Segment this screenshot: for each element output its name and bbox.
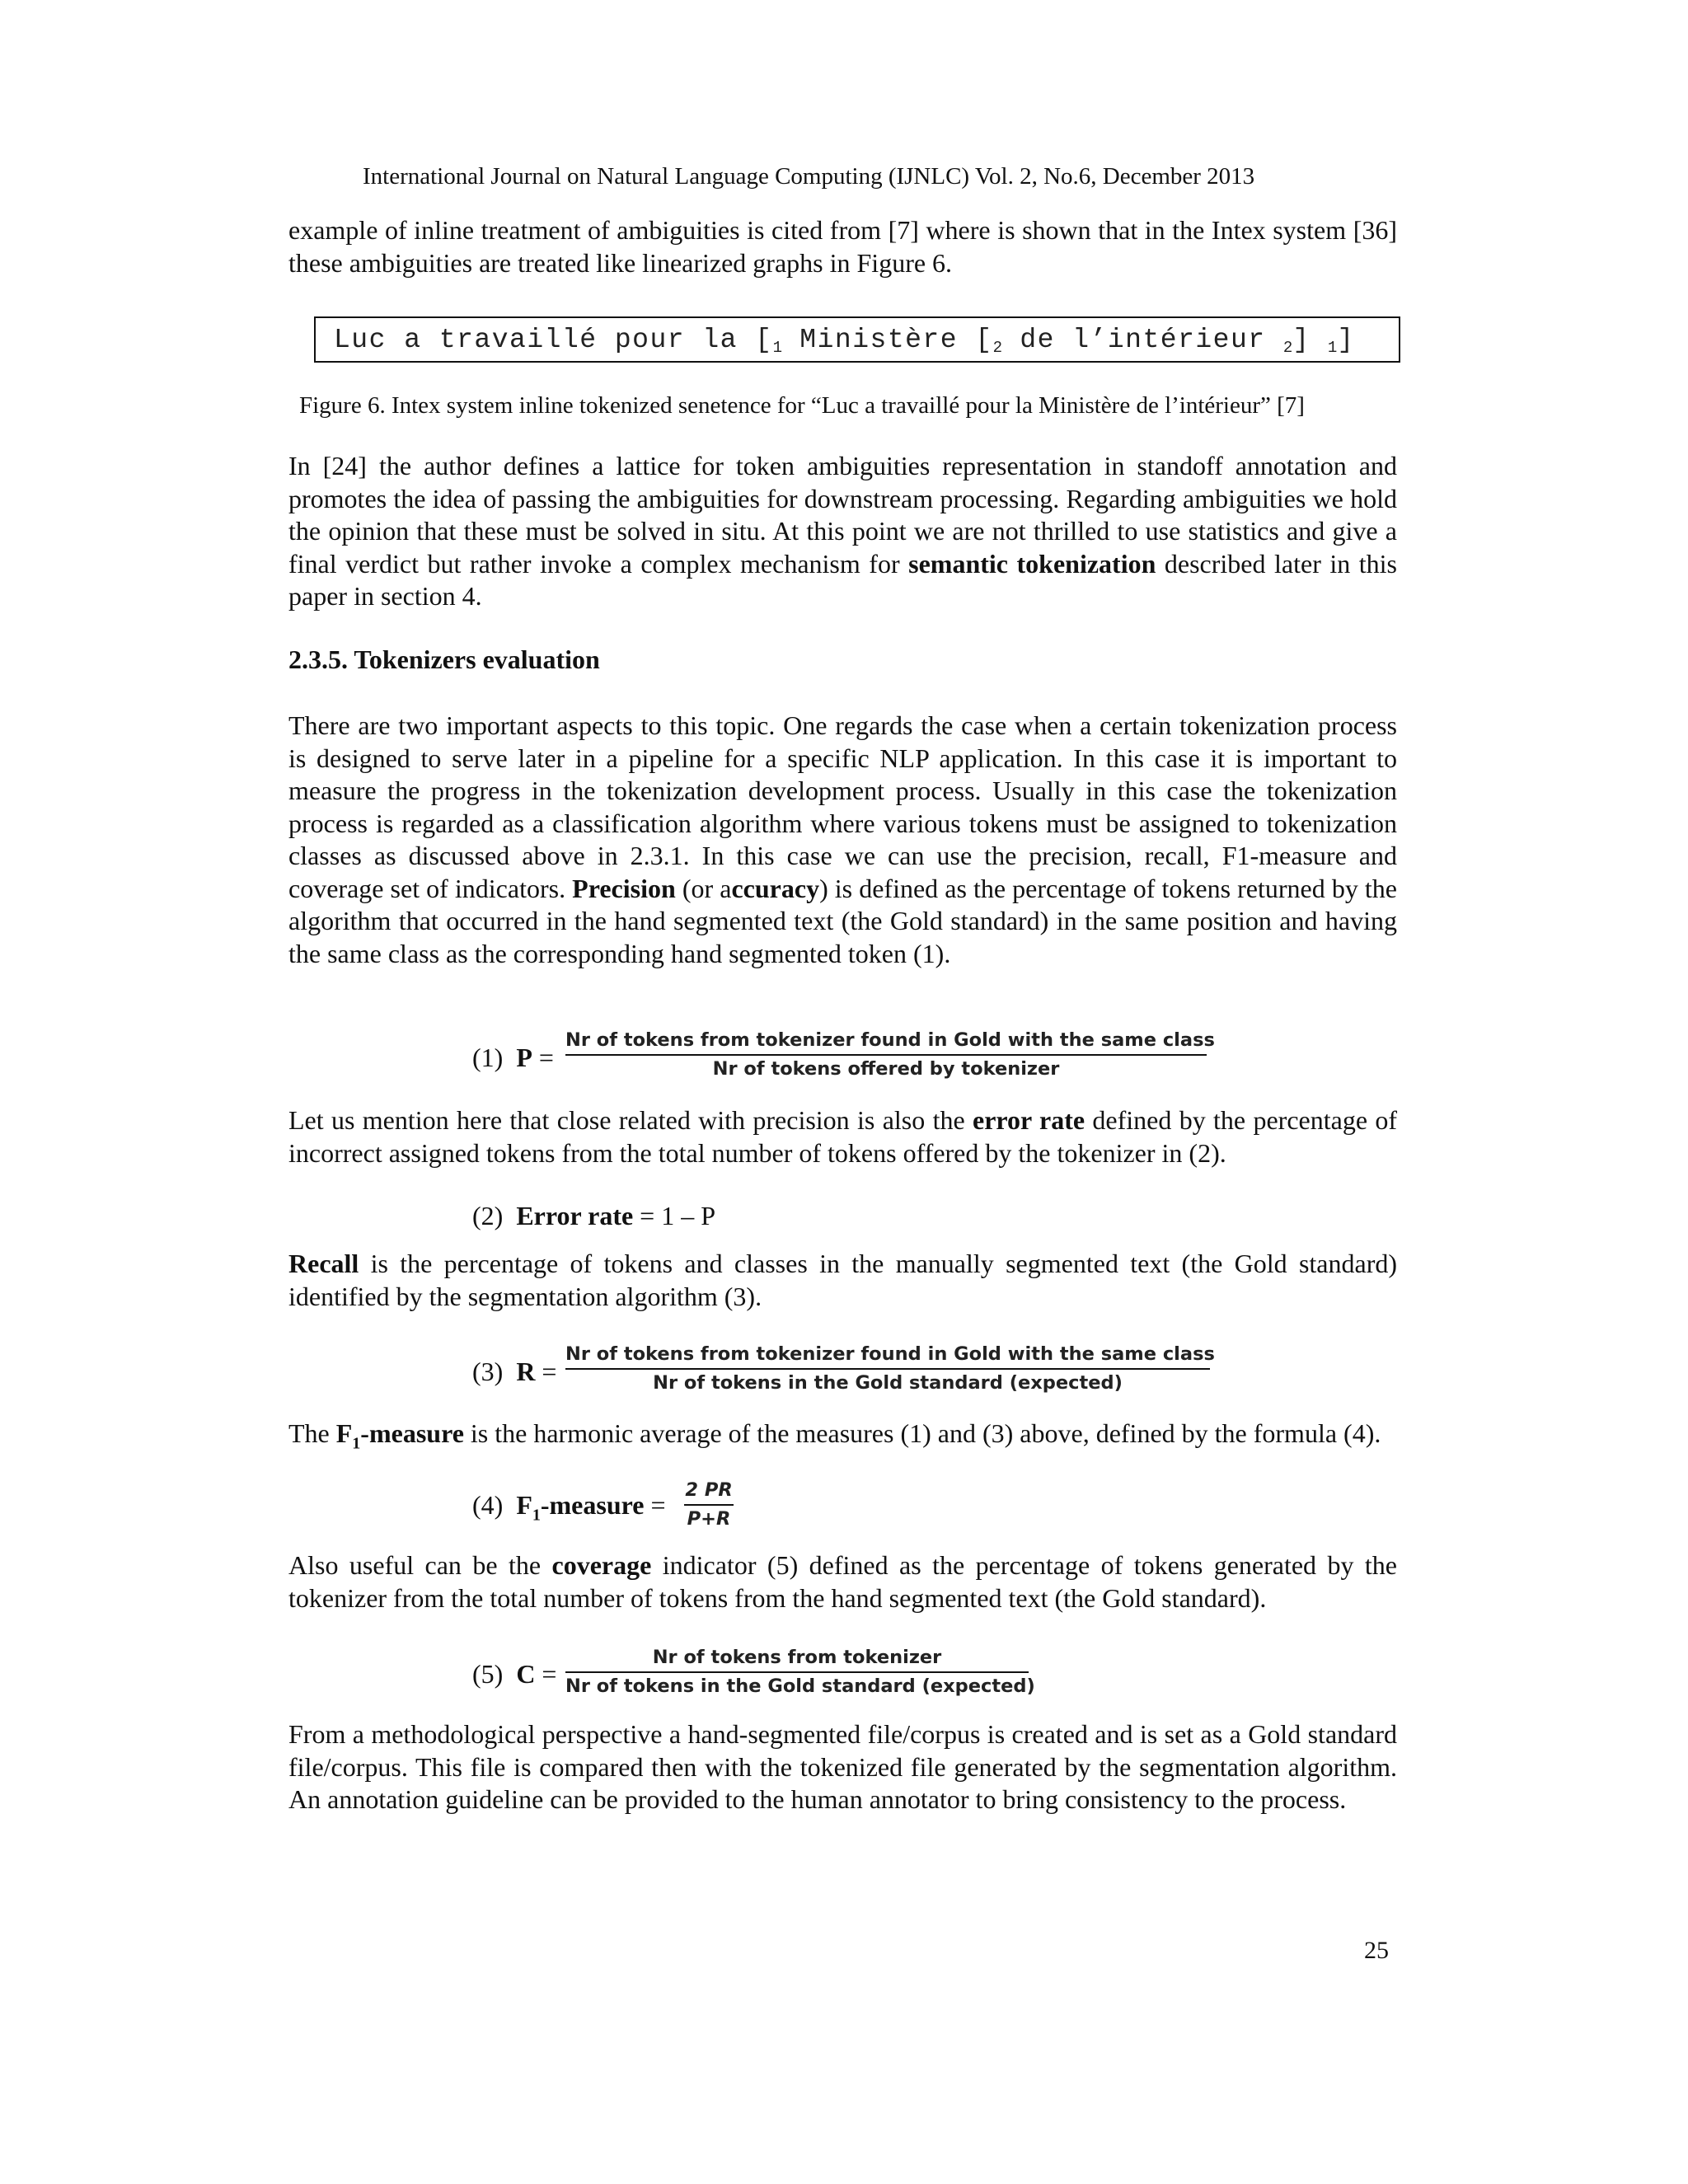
equation-3-label: (3) R =	[472, 1357, 557, 1386]
equation-3-denominator: Nr of tokens in the Gold standard (expected)	[653, 1372, 1123, 1394]
equation-1-fraction	[565, 1029, 1215, 1080]
equation-5-fraction	[565, 1647, 1035, 1697]
intro-paragraph: example of inline treatment of ambiguities is cited from [7] where is shown that in the Intex system [36] these ambiguities are treated like linearized graphs in Figure 6.	[288, 215, 1397, 278]
running-header: International Journal on Natural Language Computing (IJNLC) Vol. 2, No.6, December 2013	[363, 163, 1255, 190]
equation-4-denominator: P+R	[687, 1508, 731, 1530]
evaluation-paragraph: There are two important aspects to this topic. One regards the case when a certain tokenization process is designed to serve later in a pipeline for a specific NLP application. In this case it is important to measure the progress in the tokenization development process. Usually in this case the tokenization process is regarded as a classification algorithm where various tokens must be assigned to tokenization classes as discussed above in 2.3.1. In this case we can use the precision, recall, F1-measure and coverage set of indicators. Precision (or accuracy) is defined as the percentage of tokens returned by the algorithm that occurred in the hand segmented text (the Gold standard) in the same position and having the same class as the corresponding hand segmented token (1).	[288, 710, 1398, 968]
equation-5-denominator: Nr of tokens in the Gold standard (expected)	[565, 1675, 1035, 1697]
equation-2: (2) Error rate = 1 – P	[472, 1201, 716, 1230]
equation-3-fraction	[565, 1343, 1215, 1394]
recall-paragraph: Recall is the percentage of tokens and classes in the manually segmented text (the Gold standard) identified by the segmentation algorithm (3).	[288, 1249, 1397, 1311]
equation-5-numerator: Nr of tokens from tokenizer	[565, 1647, 1029, 1673]
error-rate-paragraph: Let us mention here that close related with precision is also the error rate defined by the percentage of incorrect assigned tokens from the total number of tokens offered by the tokenizer in (2).	[288, 1105, 1398, 1168]
figure-6-box	[314, 316, 1400, 363]
coverage-paragraph: Also useful can be the coverage indicator (5) defined as the percentage of tokens generated by the tokenizer from the total number of tokens from the hand segmented text (the Gold standard).	[288, 1550, 1398, 1613]
equation-1-label: (1) P =	[472, 1043, 554, 1072]
lattice-paragraph: In [24] the author defines a lattice for token ambiguities representation in standoff annotation and promotes the idea of passing the ambiguities for downstream processing. Regarding ambiguities we hold the opinion that these must be solved in situ. At this point we are not thrilled to use statistics and give a final verdict but rather invoke a complex mechanism for semantic tokenization described later in this paper in section 4.	[288, 451, 1398, 611]
equation-3-numerator: Nr of tokens from tokenizer found in Gold with the same class	[565, 1343, 1210, 1370]
figure-6-code: Luc a travaillé pour la [$_1$ Ministère [$_2$ de l’intérieur $_2$] $_1$]	[334, 325, 1355, 357]
equation-1-denominator: Nr of tokens offered by tokenizer	[712, 1058, 1060, 1080]
equation-4-label: (4) $F_1$-measure =	[472, 1490, 666, 1525]
equation-4-numerator: 2 PR	[684, 1479, 734, 1506]
f1-paragraph: The $F_1$-measure is the harmonic average of the measures (1) and (3) above, defined by the formula (4).	[288, 1418, 1381, 1453]
figure-6-caption: Figure 6. Intex system inline tokenized senetence for “Luc a travaillé pour la Ministère de l’intérieur” [7]	[299, 392, 1305, 419]
equation-5-label: (5) C =	[472, 1659, 557, 1689]
equation-4-fraction	[684, 1479, 734, 1530]
page-number: 25	[1364, 1937, 1389, 1964]
section-heading: 2.3.5. Tokenizers evaluation	[288, 644, 600, 674]
equation-1-numerator: Nr of tokens from tokenizer found in Gold with the same class	[565, 1029, 1207, 1056]
methodology-paragraph: From a methodological perspective a hand-segmented file/corpus is created and is set as a Gold standard file/corpus. This file is compared then with the tokenized file generated by the segmentation algorithm. An annotation guideline can be provided to the human annotator to bring consistency to the process.	[288, 1719, 1397, 1814]
